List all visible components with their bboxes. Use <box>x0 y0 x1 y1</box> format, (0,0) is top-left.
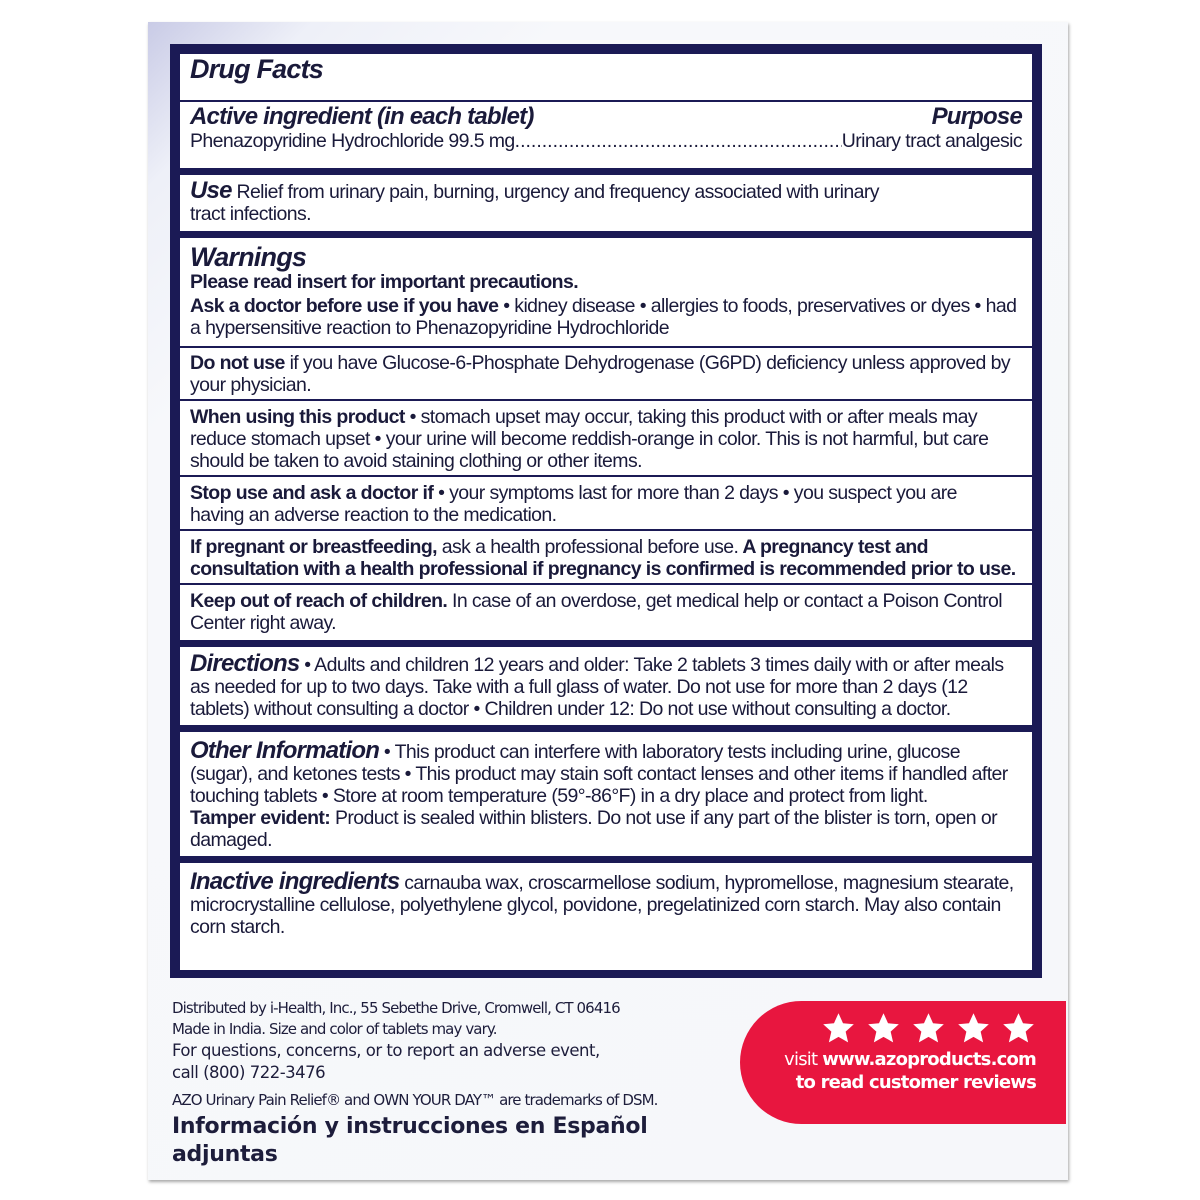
keep-out-text: In case of an overdose, get medical help or contact a Poison Control Center right away. <box>190 590 1002 634</box>
visit-line <box>740 1048 1036 1071</box>
other-information-section <box>180 732 1032 856</box>
other-information-text: • This product can interfere with laboratory tests including urine, glucose (sugar), and ketones tests • This product may stain soft contact lenses and other items if handled after touching tablets • Store at room temperature (59°-86°F) in a dry place and protect from light. <box>190 741 1008 807</box>
star-icon <box>866 1011 901 1046</box>
inactive-ingredients-text: carnauba wax, croscarmellose sodium, hypromellose, magnesium stearate, microcrystalline cellulose, polyethylene glycol, povidone, pregelatinized corn starch. May also contain corn starch. <box>190 872 1014 938</box>
directions-section <box>180 647 1032 725</box>
directions-text: • Adults and children 12 years and older: Take 2 tablets 3 times daily with or after meals as needed for up to two days. Take with a full glass of water. Do not use for more than 2 days (12 tablets) without consulting a doctor • Children under 12: Do not use without consulting a doctor. <box>190 654 1004 720</box>
questions-line: For questions, concerns, or to report an adverse event, <box>172 1041 600 1060</box>
use-section <box>180 175 1032 231</box>
ask-doctor-label: Ask a doctor before use if you have <box>190 295 499 317</box>
do-not-use-text: if you have Glucose-6-Phosphate Dehydrogenase (G6PD) deficiency unless approved by your physician. <box>190 352 1010 396</box>
use-heading: Use <box>190 177 232 204</box>
do-not-use-label: Do not use <box>190 352 285 374</box>
rating-stars <box>740 1011 1036 1046</box>
website-link[interactable]: www.azoproducts.com <box>822 1049 1036 1070</box>
distributor-line: Distributed by i-Health, Inc., 55 Sebethe Drive, Cromwell, CT 06416 <box>172 999 620 1017</box>
purpose-heading: Purpose <box>931 103 1022 130</box>
drug-facts-title-section <box>180 54 1032 100</box>
keep-out-label: Keep out of reach of children. <box>190 590 448 612</box>
pregnant-bold-text: A pregnancy test and consultation with a health professional if pregnancy is confirmed is recommended prior to use. <box>190 536 1016 580</box>
when-using-label: When using this product <box>190 406 405 428</box>
inactive-ingredients-heading: Inactive ingredients <box>190 868 400 895</box>
ingredient-purpose: Urinary tract analgesic <box>841 130 1022 152</box>
warnings-heading: Warnings <box>190 242 307 272</box>
keep-out-section <box>180 585 1032 640</box>
reviews-line: to read customer reviews <box>795 1072 1036 1093</box>
leader-dots <box>515 130 842 152</box>
active-ingredient-section <box>180 102 1032 168</box>
footer <box>172 998 732 1169</box>
stop-use-section <box>180 477 1032 529</box>
trademarks-line: AZO Urinary Pain Relief® and OWN YOUR DAY™ are trademarks of DSM. <box>172 1091 658 1109</box>
made-in-line: Made in India. Size and color of tablets may vary. <box>172 1020 497 1038</box>
ingredient-name: Phenazopyridine Hydrochloride 99.5 mg <box>190 130 515 152</box>
do-not-use-section <box>180 348 1032 399</box>
drug-facts-panel <box>170 44 1042 978</box>
pregnant-text: ask a health professional before use. <box>436 536 739 558</box>
tamper-label: Tamper evident: <box>190 807 331 829</box>
when-using-section <box>180 401 1032 475</box>
star-icon <box>1001 1011 1036 1046</box>
other-information-heading: Other Information <box>190 737 380 764</box>
star-icon <box>821 1011 856 1046</box>
tamper-text: Product is sealed within blisters. Do not use if any part of the blister is torn, open or damaged. <box>190 807 997 851</box>
customer-reviews-banner[interactable] <box>740 1001 1066 1124</box>
phone-number: call (800) 722-3476 <box>172 1063 326 1082</box>
star-icon <box>911 1011 946 1046</box>
directions-heading: Directions <box>190 650 300 677</box>
when-using-text: • stomach upset may occur, taking this product with or after meals may reduce stomach upset • your urine will become reddish-orange in color. This is not harmful, but care should be taken to avoid staining clothing or other items. <box>190 406 989 472</box>
insert-note: Please read insert for important precautions. <box>190 271 579 293</box>
stop-use-text: • your symptoms last for more than 2 days • you suspect you are having an adverse reaction to the medication. <box>190 482 957 526</box>
warnings-section <box>180 238 1032 346</box>
pregnancy-section <box>180 531 1032 583</box>
ask-doctor-text: • kidney disease • allergies to foods, preservatives or dyes • had a hypersensitive reaction to Phenazopyridine Hydrochloride <box>190 295 1017 339</box>
active-ingredient-heading: Active ingredient (in each tablet) <box>190 103 534 130</box>
stop-use-label: Stop use and ask a doctor if <box>190 482 434 504</box>
spanish-info-line: Información y instrucciones en Español adjuntas <box>172 1114 648 1167</box>
drug-facts-title: Drug Facts <box>190 54 324 84</box>
star-icon <box>956 1011 991 1046</box>
use-text: Relief from urinary pain, burning, urgency and frequency associated with urinary tract infections. <box>190 181 879 225</box>
pregnant-label: If pregnant or breastfeeding, <box>190 536 437 558</box>
inactive-ingredients-section <box>180 863 1032 970</box>
visit-prefix: visit <box>784 1049 823 1070</box>
